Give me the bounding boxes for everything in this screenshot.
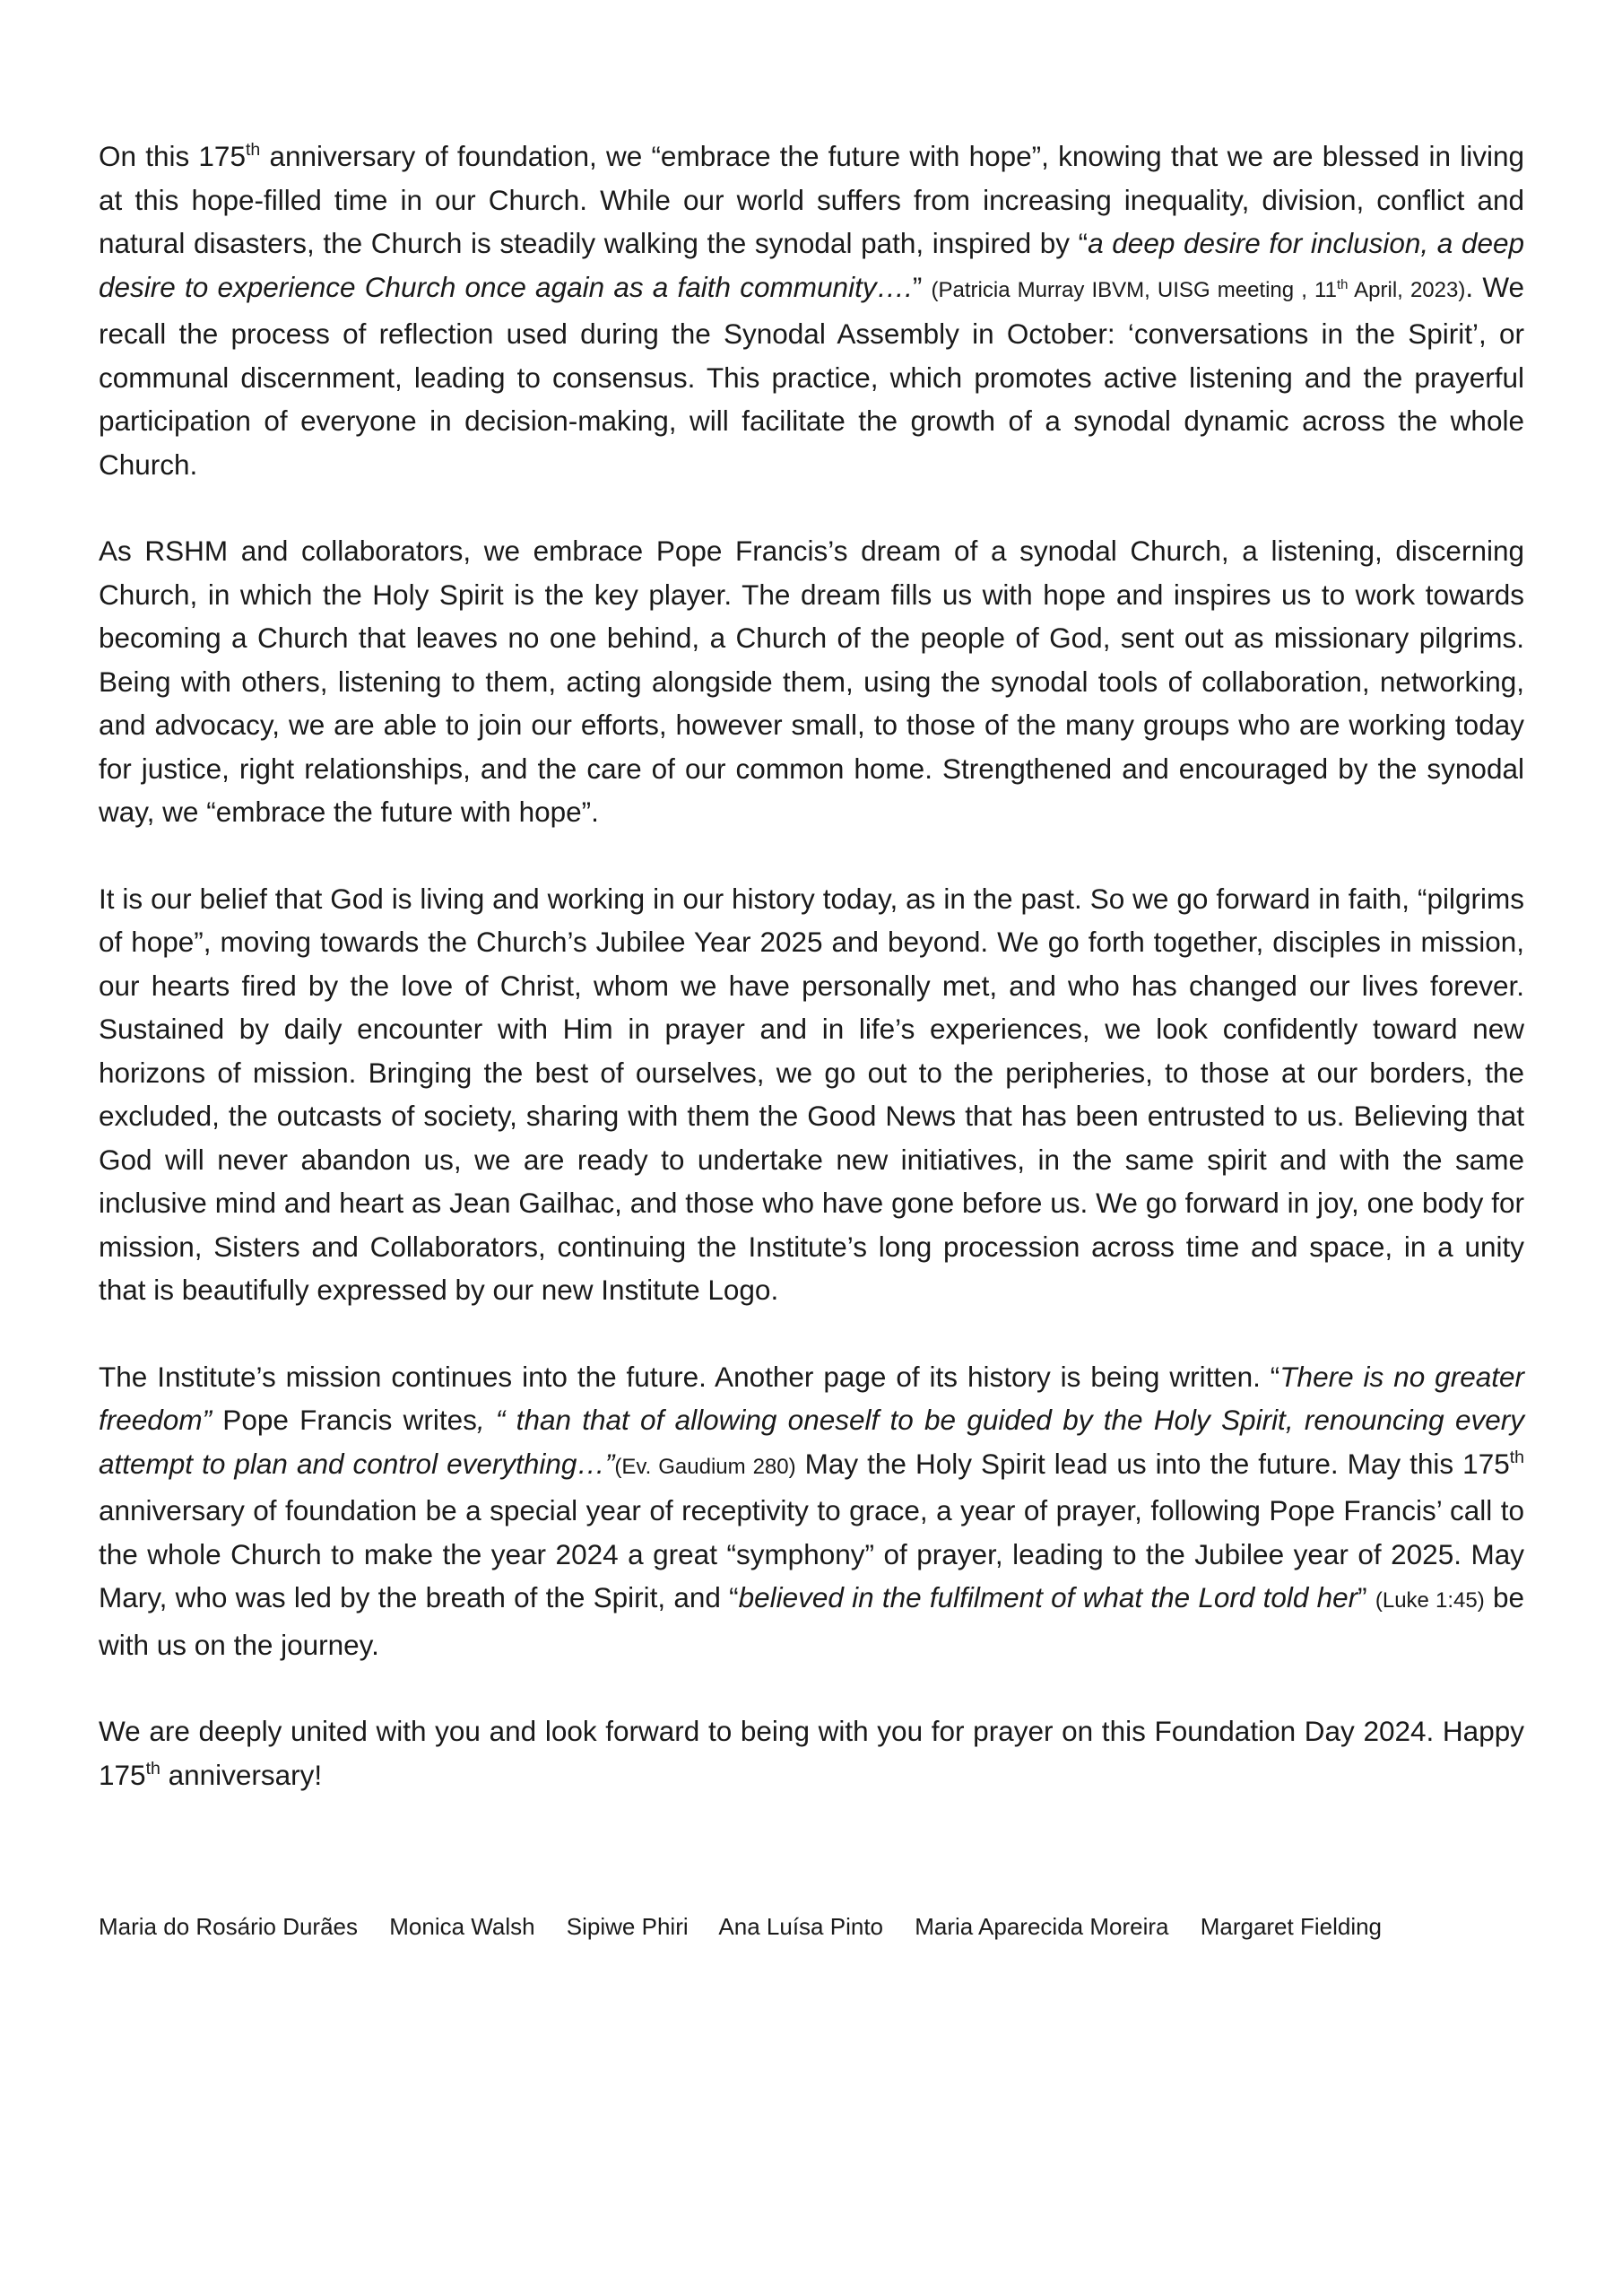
signature-name: Sipiwe Phiri xyxy=(566,1913,689,1940)
paragraph-1-text: anniversary of foundation, we “embrace the future with hope”, knowing that we are blessed in living at this hope-filled time in our Church. While our world suffers from increasing inequality, division, conflict and natural disasters, the Church is steadily walking the synodal path, inspired by “ xyxy=(99,140,1524,259)
paragraph-4-text: ” xyxy=(1357,1581,1375,1613)
paragraph-3: It is our belief that God is living and working in our history today, as in the past. So we go forward in faith, “pilgrims of hope”, moving towards the Church’s Jubilee Year 2025 and beyond. We go forth together, disciples in mission, our hearts fired by the love of Christ, whom we have personally met, and who has changed our lives forever. Sustained by daily encounter with Him in prayer and in life’s experiences, we look confidently toward new horizons of mission. Bringing the best of ourselves, we go out to the peripheries, to those at our borders, the excluded, the outcasts of society, sharing with them the Good News that has been entrusted to us. Believing that God will never abandon us, we are ready to undertake new initiatives, in the same spirit and with the same inclusive mind and heart as Jean Gailhac, and those who have gone before us. We go forward in joy, one body for mission, Sisters and Collaborators, continuing the Institute’s long procession across time and space, in a unity that is beautifully expressed by our new Institute Logo. xyxy=(99,882,1524,1306)
paragraph-5 xyxy=(99,1709,1524,1796)
signature-list xyxy=(99,1910,1524,1943)
superscript: th xyxy=(145,1758,160,1779)
paragraph-1-text: . We recall the process of reflection used during the Synodal Assembly in October: ‘conversations in the Spirit’, or communal discernment, leading to consensus. This practice, which promotes active listening and the prayerful participation of everyone in decision-making, will facilitate the growth of a synodal dynamic across the whole Church. xyxy=(99,270,1524,481)
superscript: th xyxy=(1509,1447,1525,1467)
citation: (Ev. Gaudium 280) xyxy=(614,1454,796,1479)
paragraph-4-text: Pope Francis writes xyxy=(212,1404,477,1436)
citation xyxy=(932,278,1466,302)
superscript: th xyxy=(245,139,261,160)
paragraph-4 xyxy=(99,1355,1524,1667)
paragraph-2: As RSHM and collaborators, we embrace Pope Francis’s dream of a synodal Church, a listening, discerning Church, in which the Holy Spirit is the key player. The dream fills us with hope and inspires us to work towards becoming a Church that leaves no one behind, a Church of the people of God, sent out as missionary pilgrims. Being with others, listening to them, acting alongside them, using the synodal tools of collaboration, networking, and advocacy, we are able to join our efforts, however small, to those of the many groups who are working today for justice, right relationships, and the care of our common home. Strengthened and encouraged by the synodal way, we “embrace the future with hope”. xyxy=(99,535,1524,828)
paragraph-1-text: On this 175 xyxy=(99,140,246,172)
paragraph-5-text: We are deeply united with you and look forward to being with you for prayer on this Foundation Day 2024. Happy 175 xyxy=(99,1715,1524,1791)
italic-quote: , “ than that of allowing oneself to be guided by the Holy Spirit, renouncing every attempt to plan and control everything…” xyxy=(99,1404,1524,1480)
italic-quote: a deep desire for inclusion, a deep desire to experience Church once again as a faith community…. xyxy=(99,227,1524,303)
superscript: th xyxy=(1336,277,1349,292)
paragraph-1 xyxy=(99,135,1524,486)
signature-name: Maria Aparecida Moreira xyxy=(915,1913,1169,1940)
paragraph-1-text: ” xyxy=(912,270,932,303)
italic-quote: believed in the fulfilment of what the Lord told her xyxy=(738,1581,1358,1613)
citation: (Luke 1:45) xyxy=(1375,1588,1485,1613)
signature-name: Margaret Fielding xyxy=(1200,1913,1383,1940)
signature-name: Ana Luísa Pinto xyxy=(718,1913,883,1940)
signature-name: Monica Walsh xyxy=(389,1913,535,1940)
signature-name: Maria do Rosário Durães xyxy=(99,1913,359,1940)
paragraph-4-text: be with us on the journey. xyxy=(99,1581,1524,1661)
paragraph-4-text: The Institute’s mission continues into the future. Another page of its history is being written. “ xyxy=(99,1360,1280,1393)
letter-body xyxy=(99,135,1524,1796)
paragraph-4-text: May the Holy Spirit lead us into the future. May this 175 xyxy=(795,1447,1510,1480)
paragraph-5-text: anniversary! xyxy=(160,1758,323,1791)
italic-quote: There is no greater freedom” xyxy=(99,1360,1524,1436)
citation-text: (Patricia Murray IBVM, UISG meeting , 11 xyxy=(931,277,1337,302)
paragraph-4-text: anniversary of foundation be a special year of receptivity to grace, a year of prayer, following Pope Francis’ call to the whole Church to make the year 2024 a great “symphony” of prayer, leading to the Jubilee year of 2025. May Mary, who was led by the breath of the Spirit, and “ xyxy=(99,1494,1524,1613)
citation-text: April, 2023) xyxy=(1348,277,1466,302)
